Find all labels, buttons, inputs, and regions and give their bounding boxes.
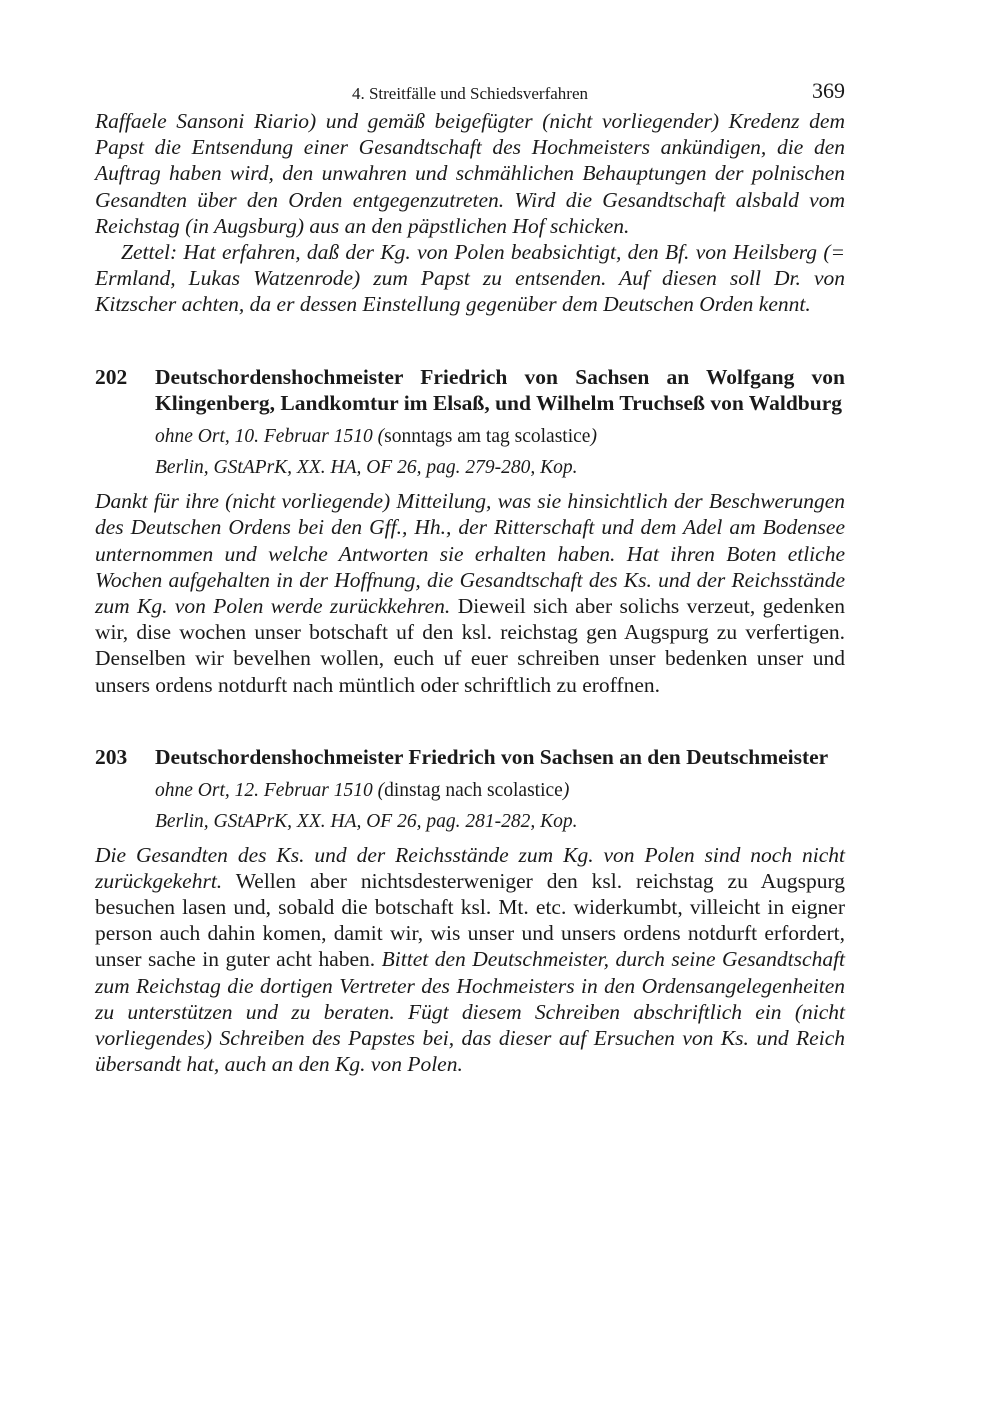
running-head	[95, 78, 845, 108]
body-summary: Dankt für ihre (nicht vorliegende) Mitteilung, was sie hinsichtlich der Beschwerungen des Deutschen Ordens bei den Gff., Hh., der Ritterschaft und dem Adel am Bodensee unternommen und welche Antworten sie erhalten haben. Hat ihren Boten etliche Wochen aufgehalten in der Hoffnung, die Gesandtschaft des Ks. und der Reichsstände zum Kg. von Polen werde zurückkehren.	[95, 489, 845, 619]
body-summary: Die Gesandten des Ks. und der Reichsstände zum Kg. von Polen sind noch nicht zurückgekehrt.	[95, 842, 845, 893]
entry-203	[95, 744, 845, 1078]
entry-source: Berlin, GStAPrK, XX. HA, OF 26, pag. 281-282, Kop.	[155, 810, 578, 832]
entry-number: 203	[95, 744, 128, 769]
entry-body	[95, 842, 845, 1078]
zettel-paragraph: Zettel: Hat erfahren, daß der Kg. von Polen beabsichtigt, den Bf. von Heilsberg (= Ermland, Lukas Watzenrode) zum Papst zu entsenden. Auf diesen soll Dr. von Kitzscher achten, da er dessen Einstellung gegenüber dem Deutschen Orden kennt.	[95, 240, 845, 317]
date-quote: sonntags am tag scolastice	[384, 426, 591, 448]
entry-heading	[95, 364, 845, 418]
entry-number: 202	[95, 364, 128, 389]
date-quote: dinstag nach scolastice	[384, 779, 563, 801]
intro-paragraph: Raffaele Sansoni Riario) und gemäß beigefügter (nicht vorliegender) Kredenz dem Papst die Entsendung einer Gesandtschaft des Hochmeisters ankündigen, die den Auftrag haben wird, den unwahren und schmählichen Behauptungen der polnischen Gesandten über den Orden entgegenzutreten. Wird die Gesandtschaft alsbald vom Reichstag (in Augsburg) aus an den päpstlichen Hof schicken.	[95, 109, 845, 238]
entry-202	[95, 364, 845, 698]
body-quote: Dieweil sich aber solichs verzeut, gedenken wir, dise wochen unser botschaft uf den ksl. reichstag gen Augspurg zu verfertigen. Denselben wir bevelhen wollen, euch uf euer schreiben unser bedenken unser und unsers ordens notdurft nach müntlich oder schriftlich zu eroffnen.	[95, 594, 845, 697]
date-italic: ohne Ort, 10. Februar 1510 (	[155, 426, 385, 448]
date-close: )	[562, 779, 570, 801]
document-page	[95, 78, 845, 1077]
entry-title: Deutschordenshochmeister Friedrich von Sachsen an den Deutschmeister	[155, 744, 829, 769]
entry-date	[95, 425, 845, 449]
page-number: 369	[812, 78, 845, 103]
entry-title: Deutschordenshochmeister Friedrich von Sachsen an Wolfgang von Klingenberg, Landkomtur im Elsaß, und Wilhelm Truchseß von Waldburg	[155, 364, 845, 416]
date-italic: ohne Ort, 12. Februar 1510 (	[155, 779, 385, 801]
body-summary-2: Bittet den Deutschmeister, durch seine Gesandtschaft zum Reichstag die dortigen Vertreter des Hochmeisters in den Ordensangelegenheiten zu unterstützen und zu beraten. Fügt diesem Schreiben abschriftlich ein (nicht vorliegendes) Schreiben des Papstes bei, das dieser auf Ersuchen von Ks. und Reich übersandt hat, auch an den Kg. von Polen.	[95, 947, 846, 1077]
entry-body	[95, 488, 845, 698]
entry-date	[95, 779, 845, 803]
entry-heading	[95, 744, 845, 771]
entry-source: Berlin, GStAPrK, XX. HA, OF 26, pag. 279-280, Kop.	[155, 457, 578, 479]
date-close: )	[590, 426, 597, 448]
body-quote: Wellen aber nichtsdesterweniger den ksl. reichstag zu Augspurg besuchen lasen und, sobald die botschaft ksl. Mt. etc. widerkumbt, villeicht in eigner person auch dahin komen, damit wir, wis unser und unsers ordens notdurft erfordert, unser sache in guter acht haben.	[95, 868, 845, 972]
running-title: 4. Streitfälle und Schiedsverfahren	[351, 84, 589, 103]
